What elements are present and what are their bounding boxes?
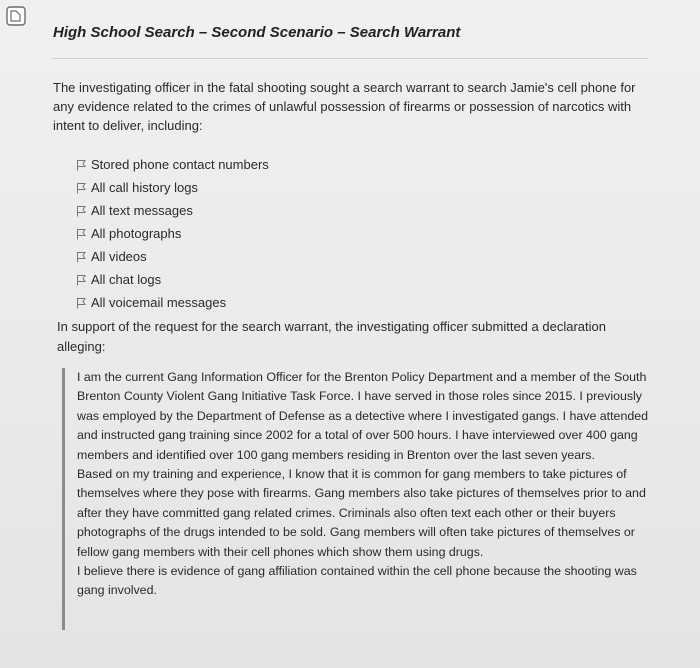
list-item (76, 222, 269, 245)
list-item (76, 153, 269, 176)
list-item-label: All photographs (91, 226, 182, 241)
support-paragraph: In support of the request for the search warrant, the investigating officer submitted a declaration alleging: (57, 319, 606, 354)
flag-icon (76, 182, 87, 194)
declaration-quote (62, 368, 656, 630)
declaration-paragraph: I am the current Gang Information Officer for the Brenton Policy Department and a member of the South Brenton County Violent Gang Initiative Task Force. I have served in those roles since 2015. I previously was employed by the Department of Defense as a detective where I investigated gangs. I have attended and instructed gang training since 2002 for a total of over 500 hours. I have interviewed over 400 gang members and identified over 100 gang members residing in Brenton over the last seven years. (77, 370, 649, 462)
list-item-label: Stored phone contact numbers (91, 157, 269, 172)
declaration-paragraph: Based on my training and experience, I know that it is common for gang members to take pictures of themselves where they pose with firearms. Gang members also take pictures of themselves prior to and after they have committed gang related crimes. Criminals also often text each other or their buyers photographs of the drugs intended to be sold. Gang members will often take pictures of themselves or fellow gang members with their cell phones which show them using drugs. (77, 467, 646, 559)
list-item (76, 245, 269, 268)
flag-icon (76, 297, 87, 309)
flag-icon (76, 251, 87, 263)
list-item (76, 291, 269, 314)
flag-icon (76, 159, 87, 171)
list-item-label: All voicemail messages (91, 295, 227, 310)
list-item (76, 268, 269, 291)
intro-paragraph: The investigating officer in the fatal shooting sought a search warrant to search Jamie's cell phone for any evidence related to the crimes of unlawful possession of firearms or possession of narcotics with intent to deliver, including: (53, 80, 636, 133)
flag-icon (76, 228, 87, 240)
list-item (76, 176, 269, 199)
list-item-label: All chat logs (91, 272, 162, 287)
list-item-label: All videos (91, 249, 147, 264)
title-divider (52, 58, 648, 59)
flag-icon (76, 274, 87, 286)
list-item-label: All text messages (91, 203, 193, 218)
flag-icon (76, 205, 87, 217)
declaration-paragraph: I believe there is evidence of gang affiliation contained within the cell phone because the shooting was gang involved. (77, 564, 637, 598)
page-title: High School Search – Second Scenario – Search Warrant (53, 24, 461, 41)
evidence-list (76, 153, 269, 314)
list-item (76, 199, 269, 222)
document-corner-icon (6, 6, 26, 26)
list-item-label: All call history logs (91, 180, 198, 195)
